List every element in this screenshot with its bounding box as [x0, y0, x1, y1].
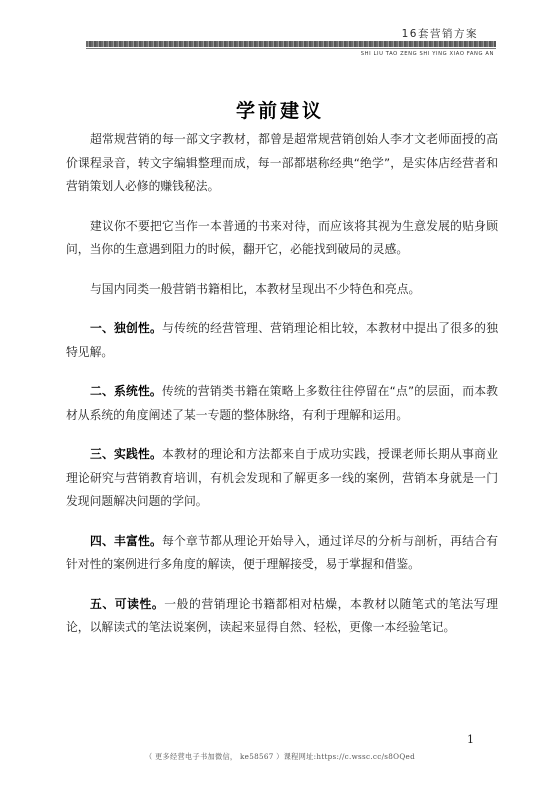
paragraph-text: 与国内同类一般营销书籍相比，本教材呈现出不少特色和亮点。 [90, 281, 421, 296]
paragraph-text: 一般的营销理论书籍都相对枯燥，本教材以随笔式的笔法写理论，以解读式的笔法说案例，读起来显得自然、轻松，更像一本经验笔记。 [66, 596, 498, 634]
paragraph-text: 超常规营销的每一部文字教材，都曾是超常规营销创始人李才文老师面授的高价课程录音，转文字编辑整理而成，每一部都堪称经典“绝学”，是实体店经营者和营销策划人必修的赚钱秘法。 [66, 132, 498, 193]
paragraph-text: 每个章节都从理论开始导入，通过详尽的分析与剖析，再结合有针对性的案例进行多角度的解读，便于理解接受，易于掌握和借鉴。 [66, 533, 498, 571]
paragraph-lead: 二、系统性。 [90, 384, 162, 398]
page-header-pinyin: SHI LIU TAO ZENG SHI YING XIAO FANG AN [360, 51, 494, 57]
header-rule [86, 41, 496, 47]
body-text [66, 128, 498, 656]
paragraph [66, 128, 498, 199]
paragraph-lead: 一、独创性。 [90, 321, 163, 335]
paragraph-lead: 四、丰富性。 [90, 533, 163, 548]
paragraph [66, 443, 498, 514]
paragraph [66, 215, 498, 262]
paragraph [66, 530, 498, 577]
paragraph-text: 与传统的经营管理、营销理论相比较，本教材中提出了很多的独特见解。 [66, 321, 498, 359]
paragraph [66, 380, 498, 427]
paragraph-text: 建议你不要把它当作一本普通的书来对待，而应该将其视为生意发展的贴身顾问，当你的生意遇到阻力的时候，翻开它，必能找到破局的灵感。 [66, 218, 498, 256]
paragraph [66, 593, 498, 640]
paragraph-text: 传统的营销类书籍在策略上多数往往停留在“点”的层面，而本教材从系统的角度阐述了某一专题的整体脉络，有利于理解和运用。 [66, 384, 498, 422]
header-rule-thin [86, 48, 496, 49]
paragraph [66, 278, 498, 302]
footer-note: （ 更多经营电子书加微信， ke58567 ）课程网址:https://c.wssc.cc/s8OQed [144, 752, 416, 761]
paragraph-text: 本教材的理论和方法都来自于成功实践，授课老师长期从事商业理论研究与营销教育培训，有机会发现和了解更多一线的案例，营销本身就是一门发现问题解决问题的学问。 [66, 447, 498, 508]
paragraph-lead: 五、可读性。 [90, 596, 165, 611]
page-title: 学前建议 [235, 99, 324, 122]
paragraph [66, 317, 498, 364]
page-header-title: 16套营销方案 [401, 28, 478, 40]
page-number: 1 [467, 733, 474, 746]
paragraph-lead: 三、实践性。 [90, 447, 163, 461]
